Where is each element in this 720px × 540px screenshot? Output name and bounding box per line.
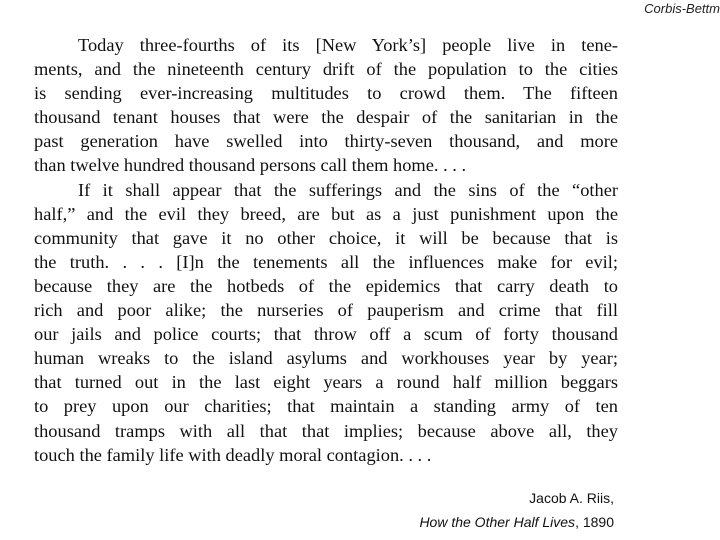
quote-line: Today three-fourths of its [New York’s] people live in tene-	[78, 35, 618, 55]
photo-credit: Corbis-Bettm	[644, 1, 720, 16]
author-name: Jacob A. Riis,	[529, 490, 614, 506]
publication-year: , 1890	[575, 514, 614, 530]
quote-line: than twelve hundred thousand persons call them home. . . .	[34, 155, 467, 176]
source-line	[419, 510, 614, 534]
attribution	[419, 486, 614, 534]
book-title: How the Other Half Lives	[419, 514, 576, 530]
quote-line: our jails and police courts; that throw off a scum of forty thousand	[34, 324, 618, 345]
quote-line: rich and poor alike; the nurseries of pauperism and crime that fill	[34, 300, 618, 321]
quote-line: thousand tenant houses that were the despair of the sanitarian in the	[34, 107, 618, 128]
quote-line: that turned out in the last eight years a round half million beggars	[34, 372, 618, 393]
quote-line: human wreaks to the island asylums and workhouses year by year;	[34, 348, 618, 369]
quote-line: to prey upon our charities; that maintain a standing army of ten	[34, 396, 618, 417]
quote-line: past generation have swelled into thirty-seven thousand, and more	[34, 131, 618, 152]
quote-line: half,” and the evil they breed, are but as a just punishment upon the	[34, 203, 618, 224]
quote-line: thousand tramps with all that that implies; because above all, they	[34, 420, 618, 441]
quote-line: the truth. . . . [I]n the tenements all the influences make for evil;	[34, 251, 618, 272]
quote-line: community that gave it no other choice, it will be because that is	[34, 227, 618, 248]
quote-line: touch the family life with deadly moral contagion. . . .	[34, 444, 432, 465]
paragraph-1	[34, 33, 618, 178]
quote-line: ments, and the nineteenth century drift of the population to the cities	[34, 59, 618, 80]
quote-block	[34, 33, 618, 467]
paragraph-2	[34, 178, 618, 467]
quote-line: If it shall appear that the sufferings and the sins of the “other	[78, 179, 618, 200]
quote-line: because they are the hotbeds of the epidemics that carry death to	[34, 275, 618, 296]
quote-line: is sending ever-increasing multitudes to crowd them. The fifteen	[34, 83, 618, 104]
